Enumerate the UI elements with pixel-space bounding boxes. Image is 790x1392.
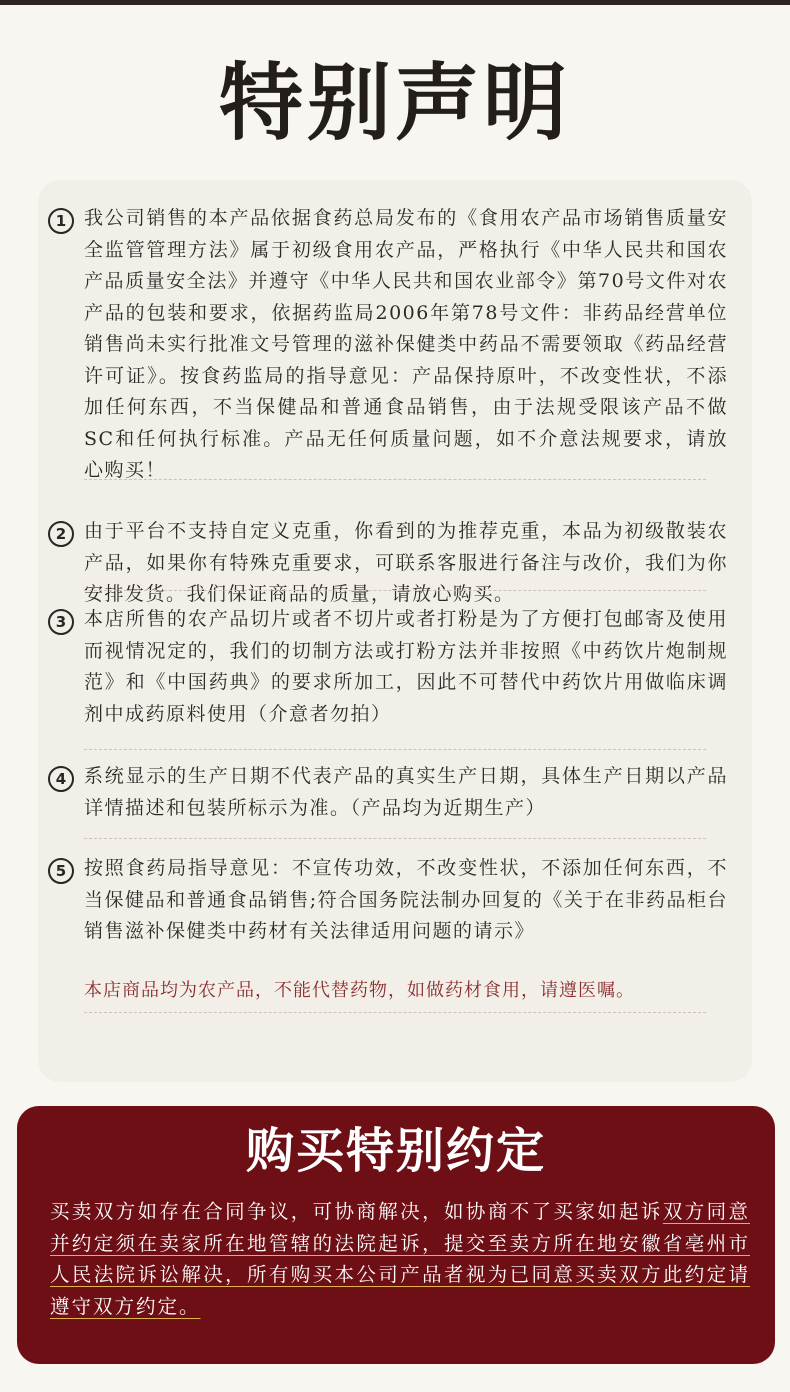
- statement-text-2: 由于平台不支持自定义克重，你看到的为推荐克重，本品为初级散装农产品，如果你有特殊克重要求，可联系客服进行备注与改价，我们为你安排发货。我们保证商品的质量，请放心购买。: [84, 520, 728, 605]
- divider: [84, 749, 706, 750]
- agricultural-product-note: 本店商品均为农产品，不能代替药物，如做药材食用，请遵医嘱。: [84, 980, 635, 1001]
- statement-item-3: [48, 604, 728, 730]
- circled-number-3-icon: 3: [48, 609, 74, 635]
- circled-number-5-icon: 5: [48, 858, 74, 884]
- circled-number-4-icon: 4: [48, 766, 74, 792]
- divider: [84, 838, 706, 839]
- statement-text-1: 我公司销售的本产品依据食药总局发布的《食用农产品市场销售质量安全监管管理方法》属于初级食用农产品，严格执行《中华人民共和国农产品质量安全法》并遵守《中华人民共和国农业部令》第70号文件对农产品的包装和要求，依据药监局2006年第78号文件：非药品经营单位销售尚未实行批准文号管理的滋补保健类中药品不需要领取《药品经营许可证》。按食药监局的指导意见：产品保持原叶，不改变性状，不添加任何东西，不当保健品和普通食品销售，由于法规受限该产品不做SC和任何执行标准。产品无任何质量问题，如不介意法规要求，请放心购买！: [84, 207, 728, 481]
- purchase-agreement-box: [17, 1106, 775, 1364]
- statement-item-5: [48, 853, 728, 948]
- agreement-text: [50, 1196, 750, 1322]
- statement-text-3: 本店所售的农产品切片或者不切片或者打粉是为了方便打包邮寄及使用而视情况定的，我们的切制方法或打粉方法并非按照《中药饮片炮制规范》和《中国药典》的要求所加工，因此不可替代中药饮片用做临床调剂中成药原料使用（介意者勿拍）: [84, 608, 728, 725]
- statement-item-2: [48, 516, 728, 611]
- divider: [84, 590, 706, 591]
- divider: [84, 479, 706, 480]
- statement-text-5: 按照食药局指导意见：不宣传功效，不改变性状，不添加任何东西，不当保健品和普通食品销售;符合国务院法制办回复的《关于在非药品柜台销售滋补保健类中药材有关法律适用问题的请示》: [84, 857, 728, 942]
- agreement-text-plain: 买卖双方如存在合同争议，可协商解决，如协商不了买家如起诉: [50, 1200, 663, 1223]
- circled-number-2-icon: 2: [48, 521, 74, 547]
- statement-text-4: 系统显示的生产日期不代表产品的真实生产日期，具体生产日期以产品详情描述和包装所标示为准。（产品均为近期生产）: [84, 765, 728, 819]
- agreement-title: 购买特别约定: [245, 1123, 546, 1179]
- agreement-text-underlined: 双方同意并约定须在卖家所在地管辖的法院起诉，提交至卖方所在地安徽省亳州市人民法院诉讼解决，所有购买本公司产品者视为已同意买卖双方此约定请遵守双方约定。: [50, 1200, 750, 1318]
- top-bar: [0, 0, 790, 5]
- statement-item-4: [48, 761, 728, 824]
- divider: [84, 1012, 706, 1013]
- circled-number-1-icon: 1: [48, 208, 74, 234]
- page-title: 特别声明: [218, 53, 571, 152]
- statement-item-1: [48, 203, 728, 487]
